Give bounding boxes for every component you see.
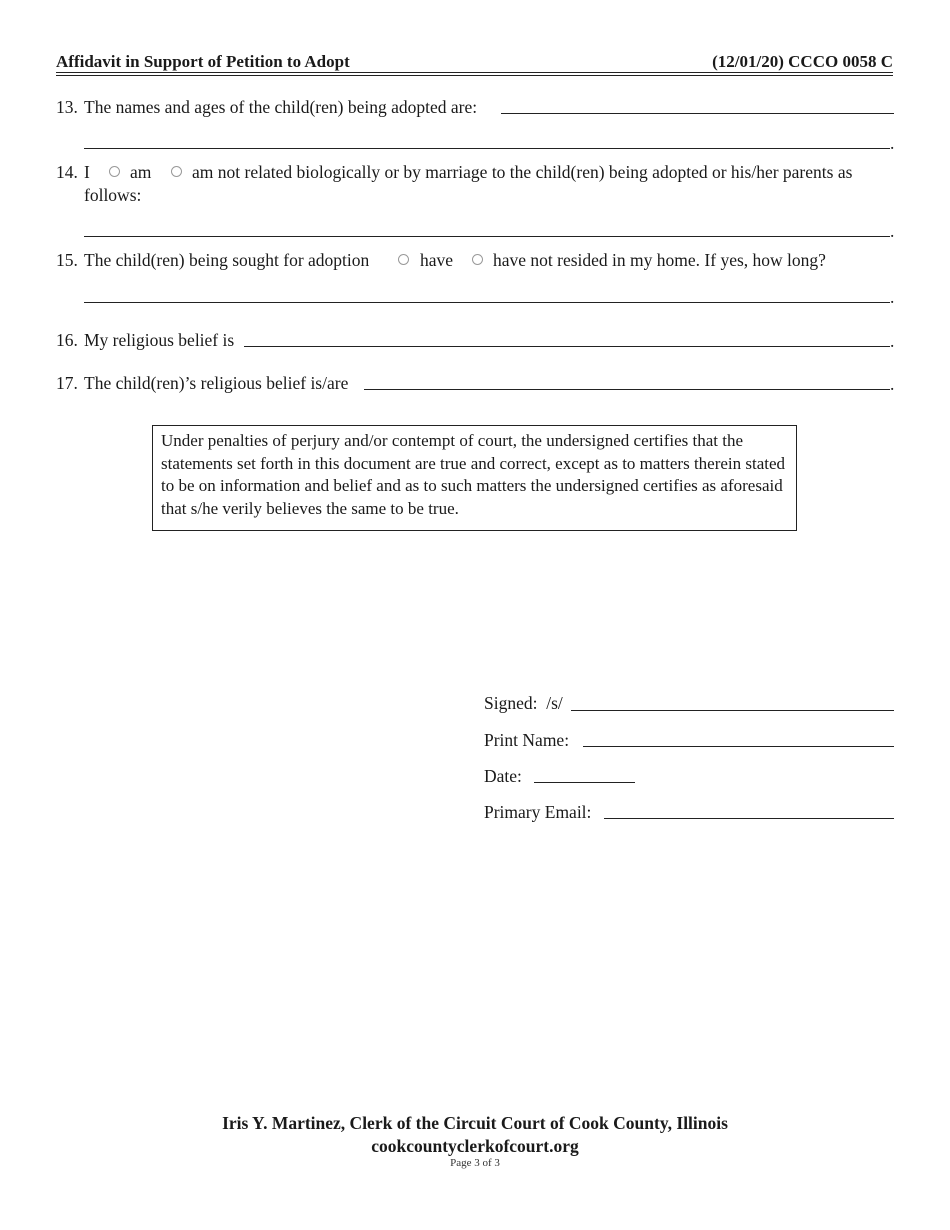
item-15-option-have: have <box>420 250 454 270</box>
item-13-period: . <box>890 133 895 153</box>
radio-have[interactable] <box>398 254 409 265</box>
primary-email-input[interactable] <box>604 818 894 819</box>
item-13-input-line-1[interactable] <box>501 113 894 114</box>
radio-am[interactable] <box>109 166 120 177</box>
item-14-input-line[interactable] <box>84 236 890 237</box>
item-17-text: The child(ren)’s religious belief is/are <box>84 373 349 393</box>
item-15-option-have-not: have not resided in my home. If yes, how long? <box>493 250 826 270</box>
form-code: (12/01/20) CCCO 0058 C <box>712 52 893 71</box>
footer-website[interactable]: cookcountyclerkofcourt.org <box>371 1136 579 1156</box>
header-rule-top <box>56 72 893 73</box>
primary-email-label: Primary Email: <box>484 802 592 822</box>
signature-input[interactable] <box>571 710 894 711</box>
item-17-number: 17. <box>56 373 78 393</box>
child-religious-belief-input[interactable] <box>364 389 890 390</box>
radio-am-not[interactable] <box>171 166 182 177</box>
item-14-option-am-not: am not related biologically or by marriage to the child(ren) being adopted or his/her parents as <box>192 162 853 182</box>
item-16-number: 16. <box>56 330 78 350</box>
item-15-number: 15. <box>56 250 78 270</box>
item-16-text: My religious belief is <box>84 330 235 350</box>
print-name-label: Print Name: <box>484 730 570 750</box>
item-15-text: The child(ren) being sought for adoption <box>84 250 370 270</box>
item-17-period: . <box>890 374 895 394</box>
signed-prefix: /s/ <box>546 693 563 713</box>
certification-text: Under penalties of perjury and/or contempt of court, the undersigned certifies that the statements set forth in this document are true and correct, except as to matters therein stated to be on information and belief and as to such matters the undersigned certifies as aforesaid that s/he verily believes the same to be true. <box>161 431 786 518</box>
radio-have-not[interactable] <box>472 254 483 265</box>
item-14-period: . <box>890 221 895 241</box>
signed-label-text: Signed: <box>484 693 538 713</box>
item-16-period: . <box>890 331 895 351</box>
date-label: Date: <box>484 766 522 786</box>
item-14-number: 14. <box>56 162 78 182</box>
date-input[interactable] <box>534 782 635 783</box>
item-15-input-line[interactable] <box>84 302 890 303</box>
certification-box <box>152 425 797 531</box>
item-13-number: 13. <box>56 97 78 117</box>
item-14-prefix: I <box>84 162 90 182</box>
form-title: Affidavit in Support of Petition to Adopt <box>56 52 350 71</box>
item-13-text: The names and ages of the child(ren) being adopted are: <box>84 97 478 117</box>
item-14-continuation: follows: <box>84 185 142 205</box>
page-number: Page 3 of 3 <box>450 1157 500 1169</box>
religious-belief-input[interactable] <box>244 346 890 347</box>
footer-clerk: Iris Y. Martinez, Clerk of the Circuit Court of Cook County, Illinois <box>222 1113 728 1133</box>
item-14-option-am: am <box>130 162 152 182</box>
print-name-input[interactable] <box>583 746 894 747</box>
item-13-input-line-2[interactable] <box>84 148 890 149</box>
header-rule-bottom <box>56 75 893 76</box>
signed-label <box>484 693 563 714</box>
item-15-period: . <box>890 287 895 307</box>
